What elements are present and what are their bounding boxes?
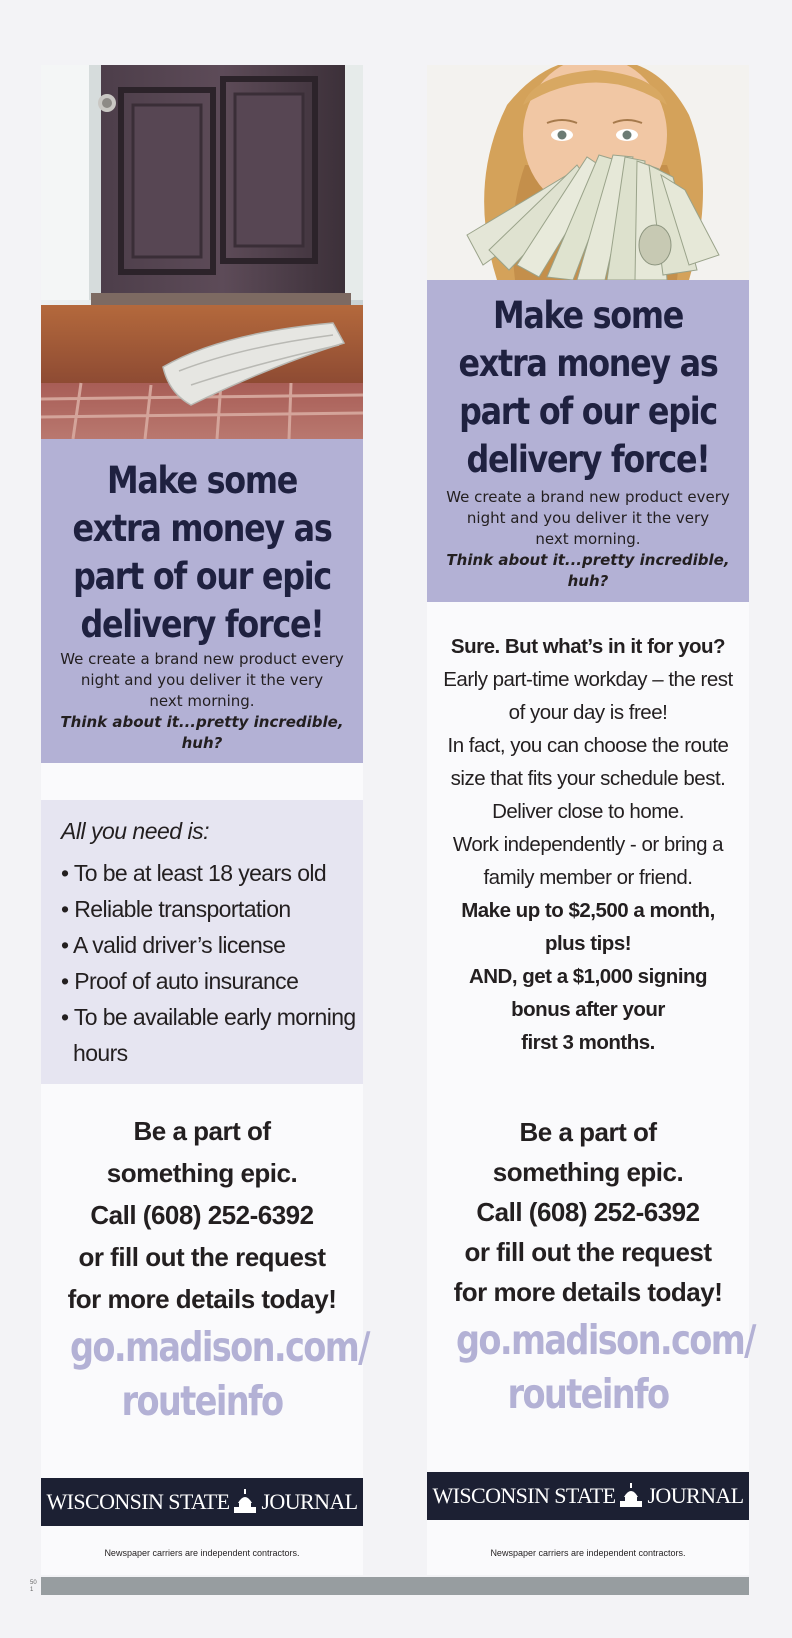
benefits-line: Work independently - or bring a [452,833,724,856]
capitol-icon [619,1483,643,1509]
intro-emphasis: Think about it...pretty incredible, huh? [446,551,730,590]
requirement-item: • To be at least 18 years old [61,860,327,886]
requirement-item: • A valid driver’s license [61,932,286,958]
cta-phone[interactable]: Call (608) 252-6392 [476,1197,700,1227]
headline-line: Make some [492,294,684,337]
benefits-line: Deliver close to home. [492,800,684,823]
url-line: go.madison.com/ [69,1323,369,1371]
disclaimer: Newspaper carriers are independent contractors. [104,1548,300,1558]
footer-bar [41,1577,749,1595]
cta-line: for more details today! [453,1277,723,1307]
route-info-link[interactable] [69,1320,369,1428]
intro-text [427,487,749,592]
benefits-line: plus tips! [544,932,632,955]
benefits-line: In fact, you can choose the route [447,734,729,757]
doorstep-photo [41,65,363,439]
headline-line: extra money as [72,507,332,550]
intro-line: next morning. [149,692,255,710]
call-to-action [41,1110,363,1320]
requirement-item: • Proof of auto insurance [61,968,299,994]
logo-text-left: WISCONSIN STATE [432,1483,616,1508]
cta-line: something epic. [492,1157,684,1187]
intro-emphasis: Think about it...pretty incredible, huh? [60,713,344,752]
headline-panel [427,280,749,602]
disclaimer: Newspaper carriers are independent contractors. [490,1548,686,1558]
cta-line: Be a part of [133,1116,271,1146]
headline-line: part of our epic [73,555,331,598]
benefits-line: of your day is free! [508,701,668,724]
intro-text [41,649,363,754]
requirement-item: • Reliable transportation [61,896,291,922]
benefits-line: AND, get a $1,000 signing [468,965,708,988]
url-line: go.madison.com/ [455,1316,755,1364]
headline [427,292,749,484]
headline-line: Make some [106,459,298,502]
benefits-line: Make up to $2,500 a month, [461,899,715,922]
flyer-left [41,65,369,1575]
logo-text-right: JOURNAL [261,1489,358,1514]
logo-text-left: WISCONSIN STATE [46,1489,230,1514]
intro-line: night and you deliver it the very [466,509,710,527]
benefits-line: bonus after your [511,998,665,1021]
flyer-right [427,65,755,1575]
cta-line: Be a part of [519,1117,657,1147]
benefits-line: Early part-time workday – the rest [443,668,733,691]
benefits-text [427,630,749,1059]
intro-line: night and you deliver it the very [80,671,324,689]
logo-text-right: JOURNAL [647,1483,744,1508]
call-to-action [427,1112,749,1312]
wisconsin-state-journal-logo [41,1478,363,1526]
benefits-line: first 3 months. [521,1031,655,1054]
cta-line: something epic. [106,1158,298,1188]
benefits-line: Sure. But what’s in it for you? [450,635,726,658]
url-line: routeinfo [507,1370,669,1418]
doorstep-image [41,65,363,439]
requirements-panel [41,800,363,1084]
route-info-link[interactable] [455,1313,755,1421]
page-mark [30,1580,37,1594]
requirements-title: All you need is: [61,818,209,844]
benefits-line: family member or friend. [483,866,693,889]
cta-line: or fill out the request [78,1242,326,1272]
intro-line: next morning. [535,530,641,548]
cta-phone[interactable]: Call (608) 252-6392 [90,1200,314,1230]
capitol-icon [233,1489,257,1515]
headline-line: delivery force! [80,603,324,646]
headline-panel [41,439,363,763]
cta-line: or fill out the request [464,1237,712,1267]
requirements-list [61,855,356,1071]
money-image [427,65,749,280]
headline [41,457,363,649]
requirement-item: • To be available early morning hours [61,1004,356,1066]
headline-line: extra money as [458,342,718,385]
page-mark-line: 50 [30,1580,37,1586]
intro-line: We create a brand new product every [446,488,730,506]
money-photo [427,65,749,280]
intro-line: We create a brand new product every [60,650,344,668]
wisconsin-state-journal-logo [427,1472,749,1520]
headline-line: part of our epic [459,390,717,433]
benefits-line: size that fits your schedule best. [450,767,726,790]
url-line: routeinfo [121,1377,283,1425]
headline-line: delivery force! [466,438,710,481]
cta-line: for more details today! [67,1284,337,1314]
page-mark-line: 1 [30,1587,34,1593]
